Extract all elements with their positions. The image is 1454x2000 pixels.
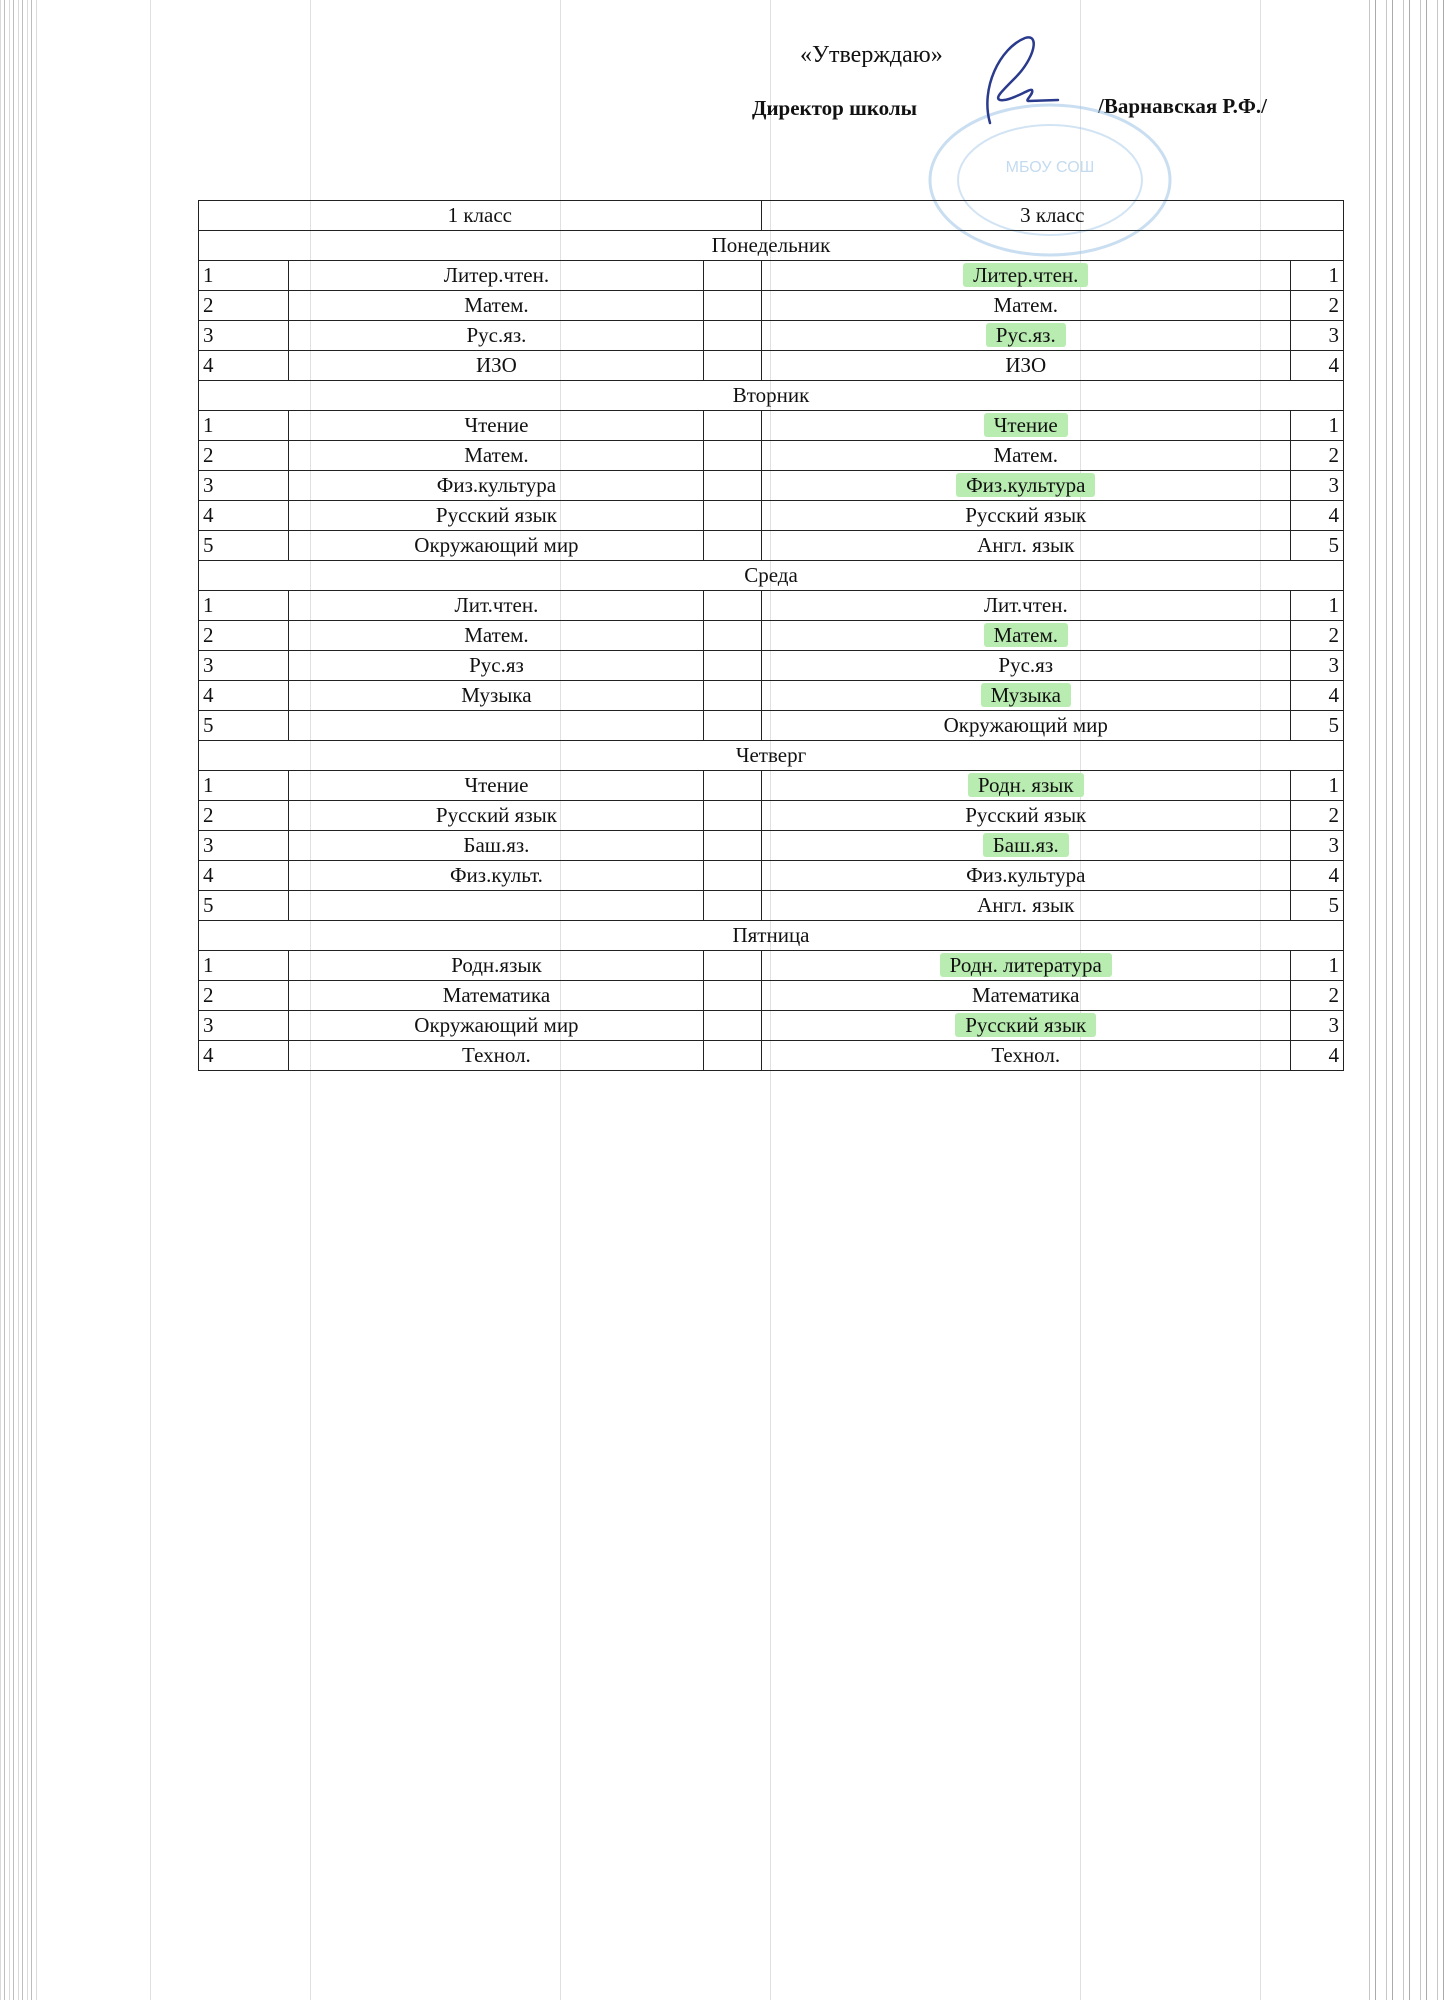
- class-1-subject: ИЗО: [289, 351, 704, 381]
- class-1-subject: [289, 891, 704, 921]
- empty-cell: [704, 351, 761, 381]
- director-position: Директор школы: [752, 96, 918, 120]
- empty-cell: [704, 321, 761, 351]
- day-row: [199, 561, 1344, 591]
- empty-cell: [704, 471, 761, 501]
- lesson-row: [199, 411, 1344, 441]
- day-name: Четверг: [199, 741, 1344, 771]
- empty-cell: [704, 981, 761, 1011]
- class-3-subject-text: Лит.чтен.: [983, 593, 1068, 617]
- class-3-subject: [761, 591, 1290, 621]
- lesson-number: 2: [199, 441, 289, 471]
- empty-cell: [704, 831, 761, 861]
- day-name: Вторник: [199, 381, 1344, 411]
- lesson-number-right: 4: [1290, 681, 1343, 711]
- class-3-subject: [761, 681, 1290, 711]
- class-3-subject-text: Музыка: [981, 683, 1071, 707]
- class-1-subject: Лит.чтен.: [289, 591, 704, 621]
- lesson-number: 4: [199, 351, 289, 381]
- class-3-subject: [761, 801, 1290, 831]
- lesson-number-right: 1: [1290, 261, 1343, 291]
- empty-cell: [704, 891, 761, 921]
- class-3-subject: [761, 261, 1290, 291]
- class-3-subject: [761, 411, 1290, 441]
- stamp-text: МБОУ СОШ: [1005, 159, 1095, 176]
- class-header-row: [199, 201, 1344, 231]
- class-3-subject-text: Физ.культура: [966, 863, 1086, 887]
- lesson-row: [199, 981, 1344, 1011]
- class-3-subject: [761, 861, 1290, 891]
- lesson-number-right: 3: [1290, 471, 1343, 501]
- lesson-number-right: 4: [1290, 351, 1343, 381]
- lesson-number: 3: [199, 321, 289, 351]
- class-3-subject: [761, 1041, 1290, 1071]
- lesson-row: [199, 501, 1344, 531]
- class-1-subject: [289, 711, 704, 741]
- lesson-row: [199, 651, 1344, 681]
- class-3-subject: [761, 501, 1290, 531]
- class-3-subject-text: Физ.культура: [956, 473, 1095, 497]
- lesson-number: 3: [199, 831, 289, 861]
- lesson-row: [199, 951, 1344, 981]
- lesson-number: 2: [199, 981, 289, 1011]
- class-3-subject-text: Русский язык: [955, 1013, 1096, 1037]
- empty-cell: [704, 261, 761, 291]
- lesson-number-right: 4: [1290, 501, 1343, 531]
- lesson-number-right: 3: [1290, 1011, 1343, 1041]
- lesson-number-right: 4: [1290, 861, 1343, 891]
- day-name: Пятница: [199, 921, 1344, 951]
- lesson-row: [199, 531, 1344, 561]
- empty-cell: [704, 411, 761, 441]
- lesson-number: 5: [199, 891, 289, 921]
- empty-cell: [704, 861, 761, 891]
- lesson-number-right: 2: [1290, 801, 1343, 831]
- scan-noise-right: [1364, 0, 1454, 2000]
- empty-cell: [704, 681, 761, 711]
- empty-cell: [704, 291, 761, 321]
- class-3-subject-text: Матем.: [993, 443, 1058, 467]
- empty-cell: [704, 1041, 761, 1071]
- class-3-subject: [761, 831, 1290, 861]
- scan-streak: [150, 0, 151, 2000]
- lesson-row: [199, 291, 1344, 321]
- lesson-number: 3: [199, 471, 289, 501]
- lesson-number: 4: [199, 681, 289, 711]
- class-1-subject: Матем.: [289, 621, 704, 651]
- lesson-number: 1: [199, 951, 289, 981]
- class-3-subject-text: Чтение: [984, 413, 1068, 437]
- class-1-subject: Окружающий мир: [289, 531, 704, 561]
- empty-cell: [704, 951, 761, 981]
- class-1-subject: Физ.культ.: [289, 861, 704, 891]
- schedule-table: [198, 200, 1344, 1071]
- class-3-subject-text: Англ. язык: [977, 533, 1075, 557]
- empty-cell: [704, 531, 761, 561]
- class-1-subject: Русский язык: [289, 501, 704, 531]
- class-3-subject: [761, 291, 1290, 321]
- lesson-number: 4: [199, 861, 289, 891]
- empty-cell: [704, 801, 761, 831]
- class-3-subject-text: Матем.: [984, 623, 1069, 647]
- class-3-subject: [761, 771, 1290, 801]
- class-3-subject-text: Русский язык: [965, 503, 1087, 527]
- lesson-number: 3: [199, 651, 289, 681]
- day-name: Понедельник: [199, 231, 1344, 261]
- class-3-subject: [761, 621, 1290, 651]
- class-3-subject: [761, 321, 1290, 351]
- lesson-row: [199, 591, 1344, 621]
- lesson-row: [199, 891, 1344, 921]
- day-row: [199, 381, 1344, 411]
- lesson-number-right: 1: [1290, 951, 1343, 981]
- lesson-row: [199, 261, 1344, 291]
- empty-cell: [704, 621, 761, 651]
- lesson-number-right: 2: [1290, 291, 1343, 321]
- class-3-subject: [761, 981, 1290, 1011]
- day-row: [199, 921, 1344, 951]
- lesson-row: [199, 471, 1344, 501]
- lesson-number-right: 5: [1290, 531, 1343, 561]
- class-1-subject: Рус.яз: [289, 651, 704, 681]
- lesson-row: [199, 711, 1344, 741]
- class-3-subject-text: Рус.яз.: [986, 323, 1066, 347]
- class-1-header: 1 класс: [199, 201, 762, 231]
- class-3-subject: [761, 711, 1290, 741]
- class-1-subject: Чтение: [289, 771, 704, 801]
- lesson-number: 5: [199, 531, 289, 561]
- class-3-subject: [761, 351, 1290, 381]
- empty-cell: [704, 501, 761, 531]
- lesson-row: [199, 621, 1344, 651]
- class-1-subject: Русский язык: [289, 801, 704, 831]
- lesson-number: 4: [199, 1041, 289, 1071]
- director-name: /Варнавская Р.Ф./: [1098, 94, 1268, 118]
- lesson-number: 2: [199, 621, 289, 651]
- lesson-number: 5: [199, 711, 289, 741]
- lesson-number: 1: [199, 261, 289, 291]
- lesson-number-right: 2: [1290, 981, 1343, 1011]
- class-1-subject: Математика: [289, 981, 704, 1011]
- class-3-subject-text: Баш.яз.: [983, 833, 1069, 857]
- class-3-header: 3 класс: [761, 201, 1343, 231]
- class-3-subject-text: Литер.чтен.: [963, 263, 1088, 287]
- lesson-number-right: 3: [1290, 321, 1343, 351]
- class-3-subject: [761, 471, 1290, 501]
- lesson-row: [199, 351, 1344, 381]
- lesson-row: [199, 1041, 1344, 1071]
- lesson-row: [199, 801, 1344, 831]
- class-3-subject-text: Англ. язык: [977, 893, 1075, 917]
- director-signature: [970, 28, 1060, 138]
- lesson-row: [199, 771, 1344, 801]
- lesson-number: 1: [199, 771, 289, 801]
- empty-cell: [704, 651, 761, 681]
- class-3-subject-text: ИЗО: [1005, 353, 1047, 377]
- day-row: [199, 231, 1344, 261]
- lesson-row: [199, 681, 1344, 711]
- lesson-number-right: 1: [1290, 411, 1343, 441]
- lesson-row: [199, 1011, 1344, 1041]
- class-1-subject: Технол.: [289, 1041, 704, 1071]
- day-name: Среда: [199, 561, 1344, 591]
- class-3-subject: [761, 441, 1290, 471]
- class-1-subject: Физ.культура: [289, 471, 704, 501]
- lesson-number: 3: [199, 1011, 289, 1041]
- class-3-subject-text: Математика: [972, 983, 1080, 1007]
- lesson-number-right: 5: [1290, 711, 1343, 741]
- class-1-subject: Баш.яз.: [289, 831, 704, 861]
- class-3-subject-text: Русский язык: [965, 803, 1087, 827]
- class-3-subject: [761, 531, 1290, 561]
- class-1-subject: Рус.яз.: [289, 321, 704, 351]
- class-3-subject: [761, 1011, 1290, 1041]
- class-3-subject-text: Родн. литература: [940, 953, 1112, 977]
- lesson-row: [199, 861, 1344, 891]
- class-3-subject: [761, 951, 1290, 981]
- class-3-subject-text: Рус.яз: [998, 653, 1054, 677]
- empty-cell: [704, 591, 761, 621]
- class-3-subject-text: Родн. язык: [968, 773, 1084, 797]
- lesson-number-right: 1: [1290, 771, 1343, 801]
- scan-noise-left: [0, 0, 38, 2000]
- class-3-subject: [761, 651, 1290, 681]
- lesson-row: [199, 831, 1344, 861]
- lesson-number-right: 5: [1290, 891, 1343, 921]
- class-3-subject: [761, 891, 1290, 921]
- class-1-subject: Музыка: [289, 681, 704, 711]
- lesson-row: [199, 441, 1344, 471]
- lesson-number: 4: [199, 501, 289, 531]
- lesson-number-right: 1: [1290, 591, 1343, 621]
- day-row: [199, 741, 1344, 771]
- lesson-number-right: 2: [1290, 441, 1343, 471]
- class-1-subject: Родн.язык: [289, 951, 704, 981]
- empty-cell: [704, 771, 761, 801]
- lesson-number-right: 3: [1290, 651, 1343, 681]
- class-1-subject: Литер.чтен.: [289, 261, 704, 291]
- class-1-subject: Окружающий мир: [289, 1011, 704, 1041]
- class-3-subject-text: Окружающий мир: [943, 713, 1108, 737]
- lesson-row: [199, 321, 1344, 351]
- class-3-subject-text: Технол.: [991, 1043, 1061, 1067]
- class-1-subject: Матем.: [289, 291, 704, 321]
- class-3-subject-text: Матем.: [993, 293, 1058, 317]
- lesson-number-right: 4: [1290, 1041, 1343, 1071]
- lesson-number: 1: [199, 411, 289, 441]
- lesson-number-right: 2: [1290, 621, 1343, 651]
- empty-cell: [704, 441, 761, 471]
- lesson-number: 2: [199, 291, 289, 321]
- approval-heading: «Утверждаю»: [800, 42, 943, 68]
- class-1-subject: Чтение: [289, 411, 704, 441]
- lesson-number: 1: [199, 591, 289, 621]
- lesson-number: 2: [199, 801, 289, 831]
- empty-cell: [704, 1011, 761, 1041]
- class-1-subject: Матем.: [289, 441, 704, 471]
- empty-cell: [704, 711, 761, 741]
- lesson-number-right: 3: [1290, 831, 1343, 861]
